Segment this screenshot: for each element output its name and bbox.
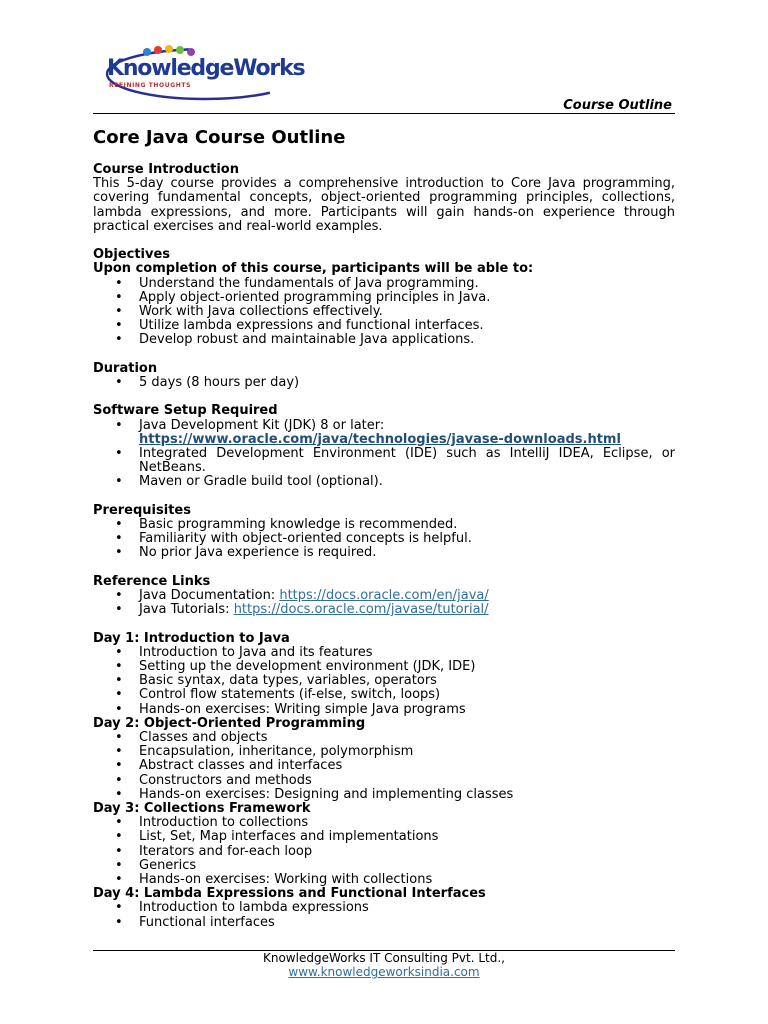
list-item: • Iterators and for-each loop <box>115 843 313 859</box>
list-item: • Functional interfaces <box>115 914 275 930</box>
setup-heading: Software Setup Required <box>93 403 278 419</box>
list-item: • Abstract classes and interfaces <box>115 758 343 774</box>
page-footer <box>93 951 675 979</box>
references-heading: Reference Links <box>93 573 211 589</box>
jdk-download-link[interactable]: https://www.oracle.com/java/technologies/javase-downloads.html <box>139 431 621 447</box>
logo-dot-yellow <box>165 45 173 53</box>
list-item: • Java Documentation: https://docs.oracle.com/en/java/ <box>115 588 489 604</box>
objectives-heading: Objectives <box>93 247 171 263</box>
day-1-heading: Day 1: Introduction to Java <box>93 630 290 646</box>
prerequisites-heading: Prerequisites <box>93 502 191 518</box>
list-item: • Hands-on exercises: Working with collections <box>115 872 433 888</box>
prerequisites-list <box>93 518 675 561</box>
references-list <box>93 589 675 617</box>
day-4-heading: Day 4: Lambda Expressions and Functional Interfaces <box>93 886 486 902</box>
duration-heading: Duration <box>93 360 158 376</box>
logo-tagline: REFINING THOUGHTS <box>109 82 191 89</box>
java-docs-link[interactable]: https://docs.oracle.com/en/java/ <box>279 588 489 604</box>
intro-paragraph: This 5-day course provides a comprehensive introduction to Core Java programming, covering fundamental concepts, object-oriented programming principles, collections, lambda expressions, and more. Participants will gain hands-on experience through practical exercises and real-world examples. <box>93 176 675 234</box>
intro-heading: Course Introduction <box>93 162 239 177</box>
list-item: • Introduction to lambda expressions <box>115 900 369 916</box>
day-2-heading: Day 2: Object-Oriented Programming <box>93 715 366 731</box>
objectives-subheading: Upon completion of this course, participants will be able to: <box>93 261 534 277</box>
list-item: • Maven or Gradle build tool (optional). <box>115 474 383 490</box>
day-3-list <box>93 816 675 887</box>
list-item: • Introduction to Java and its features <box>115 644 373 660</box>
logo-wordmark: KnowledgeWorks <box>107 56 305 81</box>
day-1-list <box>93 646 675 717</box>
header-label: Course Outline <box>563 98 672 113</box>
logo-dot-blue <box>143 48 151 56</box>
day-4-list <box>93 901 675 929</box>
header-divider <box>93 113 675 114</box>
list-item: • Familiarity with object-oriented concepts is helpful. <box>115 531 472 547</box>
document-body <box>93 126 675 930</box>
list-item: • 5 days (8 hours per day) <box>115 375 300 391</box>
list-item: • Apply object-oriented programming principles in Java. <box>115 289 491 305</box>
list-item: • Integrated Development Environment (IDE) such as IntelliJ IDEA, Eclipse, or NetBeans. <box>115 446 675 476</box>
list-item: • Setting up the development environment (JDK, IDE) <box>115 659 476 675</box>
list-item: • Understand the fundamentals of Java programming. <box>115 275 479 291</box>
list-item: • Control flow statements (if-else, switch, loops) <box>115 687 441 703</box>
setup-list <box>93 419 675 490</box>
company-logo <box>105 44 310 104</box>
list-item: • Introduction to collections <box>115 815 309 831</box>
list-item: • Basic programming knowledge is recommended. <box>115 517 458 533</box>
footer-company: KnowledgeWorks IT Consulting Pvt. Ltd., <box>262 951 505 965</box>
day-3-heading: Day 3: Collections Framework <box>93 801 311 817</box>
list-item: • Hands-on exercises: Designing and implementing classes <box>115 786 514 802</box>
list-item: • Java Tutorials: https://docs.oracle.com/javase/tutorial/ <box>115 602 489 618</box>
list-item: • List, Set, Map interfaces and implementations <box>115 829 439 845</box>
day-2-list <box>93 731 675 802</box>
java-tutorials-link[interactable]: https://docs.oracle.com/javase/tutorial/ <box>233 602 489 618</box>
list-item: • Hands-on exercises: Writing simple Java programs <box>115 701 466 717</box>
logo-dot-red <box>154 46 162 54</box>
list-item: • Utilize lambda expressions and functional interfaces. <box>115 318 484 334</box>
document-title: Core Java Course Outline <box>93 127 346 148</box>
logo-dot-green <box>176 46 184 54</box>
list-item: • Classes and objects <box>115 730 268 746</box>
list-item: • Java Development Kit (JDK) 8 or later: https://www.oracle.com/java/technologies/javase-downloads.html <box>115 417 621 447</box>
list-item: • No prior Java experience is required. <box>115 545 377 561</box>
logo-dot-purple <box>187 48 195 56</box>
footer-website-link[interactable]: www.knowledgeworksindia.com <box>288 965 480 979</box>
list-item: • Work with Java collections effectively. <box>115 304 383 320</box>
list-item: • Develop robust and maintainable Java applications. <box>115 332 475 348</box>
objectives-list <box>93 277 675 348</box>
list-item: • Generics <box>115 857 197 873</box>
list-item: • Basic syntax, data types, variables, operators <box>115 673 437 689</box>
duration-list <box>93 376 675 390</box>
list-item: • Encapsulation, inheritance, polymorphism <box>115 744 414 760</box>
list-item: • Constructors and methods <box>115 772 312 788</box>
